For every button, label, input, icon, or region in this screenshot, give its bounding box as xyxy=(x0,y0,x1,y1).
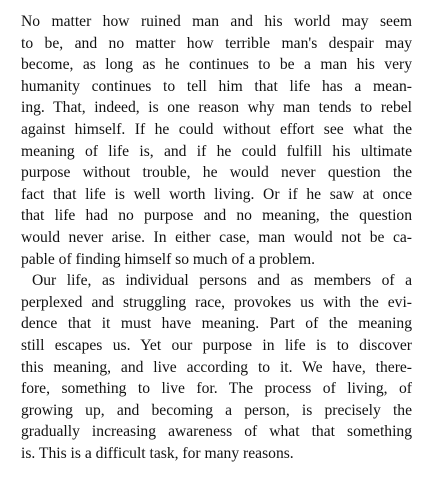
text-line: dence that it must have meaning. Part of the meaning xyxy=(21,315,412,333)
text-line: pable of finding himself so much of a problem. xyxy=(21,250,316,268)
text-line: humanity continues to tell him that life has a mean- xyxy=(21,77,412,95)
text-line: this meaning, and live according to it. We have, there- xyxy=(21,358,412,376)
text-line: gradually increasing awareness of what that something xyxy=(21,423,412,441)
text-line: fact that life is well worth living. Or if he saw at once xyxy=(21,185,412,203)
text-line: ing. That, indeed, is one reason why man tends to rebel xyxy=(21,99,412,117)
text-line: against himself. If he could without effort see what the xyxy=(21,120,412,138)
paragraph-2 xyxy=(21,270,412,464)
text-line: Our life, as individual persons and as members of a xyxy=(32,272,412,290)
text-line: still escapes us. Yet our purpose in life is to discover xyxy=(21,336,412,354)
paragraph-1 xyxy=(21,11,412,270)
text-line: to be, and no matter how terrible man's despair may xyxy=(21,34,412,52)
text-line: growing up, and becoming a person, is precisely the xyxy=(21,401,412,419)
text-line: that life had no purpose and no meaning, the question xyxy=(21,207,412,225)
text-line: No matter how ruined man and his world may seem xyxy=(21,13,412,30)
text-line: meaning of life is, and if he could fulfill his ultimate xyxy=(21,142,412,160)
text-line: would never arise. In either case, man would not be ca- xyxy=(21,228,412,246)
text-line: perplexed and struggling race, provokes us with the evi- xyxy=(21,293,412,311)
text-line: purpose without trouble, he would never question the xyxy=(21,164,412,182)
text-line: fore, something to live for. The process of living, of xyxy=(21,380,412,398)
text-line: is. This is a difficult task, for many reasons. xyxy=(21,444,294,462)
body-text xyxy=(21,11,412,464)
text-line: become, as long as he continues to be a man his very xyxy=(21,56,412,74)
